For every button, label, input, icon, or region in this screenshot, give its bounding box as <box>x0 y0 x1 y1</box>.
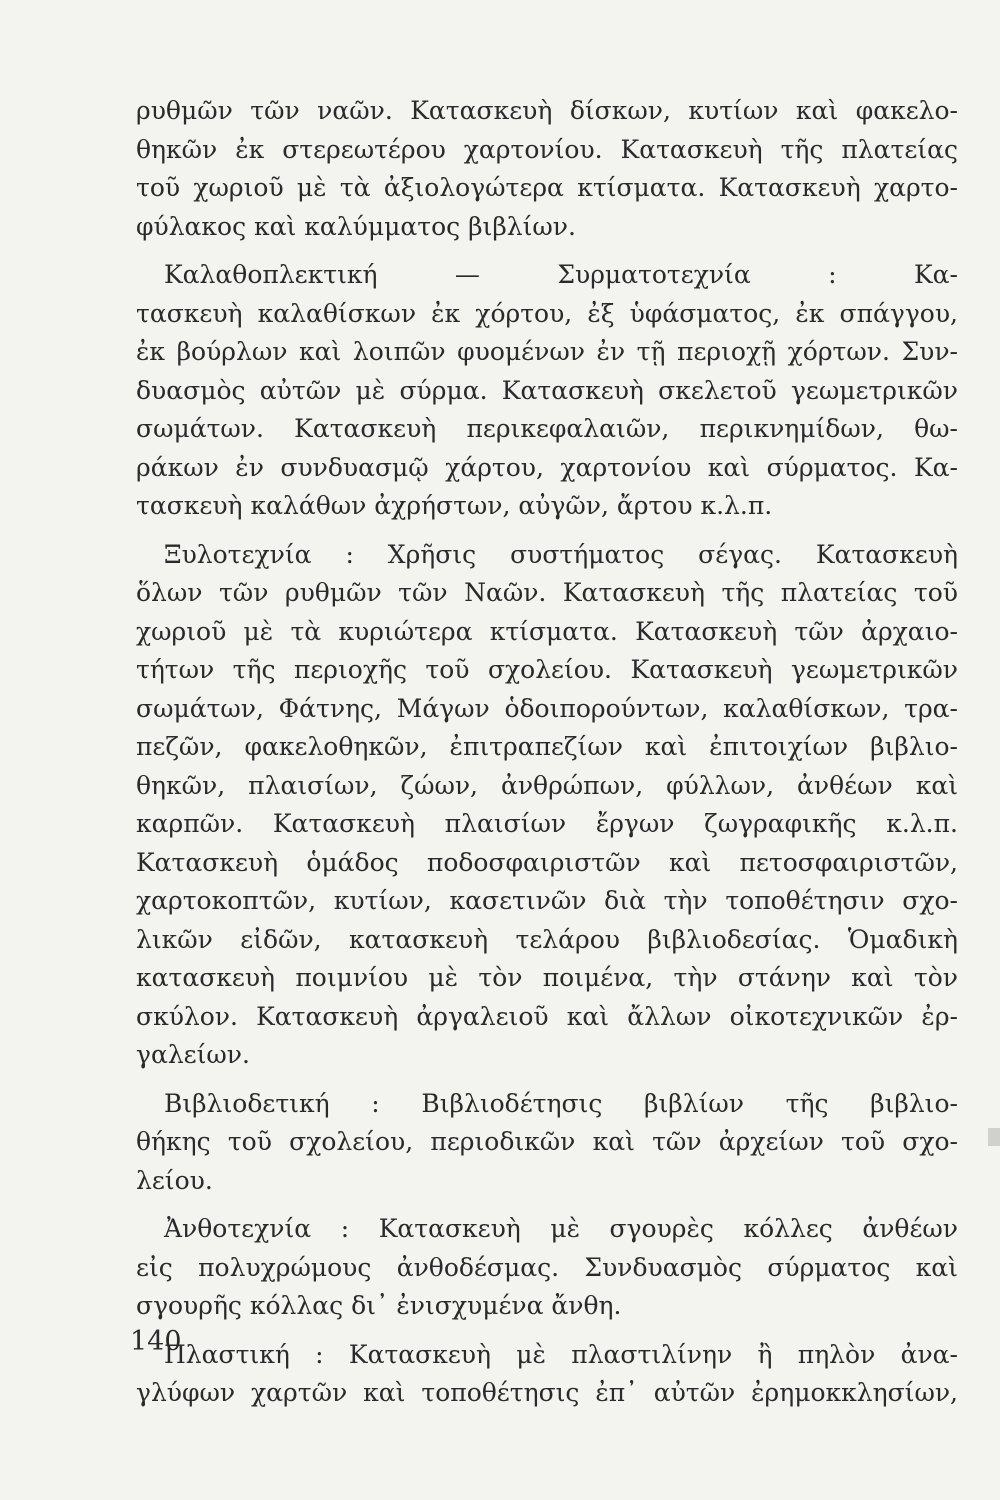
text-line: ὅλων τῶν ρυθμῶν τῶν Ναῶν. Κατασκευὴ τῆς πλατείας τοῦ <box>136 578 958 607</box>
text-line: σωμάτων, Φάτνης, Μάγων ὁδοιπορούντων, καλαθίσκων, τρα- <box>136 693 958 723</box>
text-line: χωριοῦ μὲ τὰ κυριώτερα κτίσματα. Κατασκευὴ τῶν ἀρχαιο- <box>136 616 958 646</box>
text-line: τήτων τῆς περιοχῆς τοῦ σχολείου. Κατασκευὴ γεωμετρικῶν <box>136 655 958 684</box>
text-line: σκύλον. Κατασκευὴ ἀργαλειοῦ καὶ ἄλλων οἰκοτεχνικῶν ἐρ- <box>136 1001 958 1031</box>
text-line: τοῦ χωριοῦ μὲ τὰ ἀξιολογώτερα κτίσματα. Κατασκευὴ χαρτο- <box>136 173 958 202</box>
section-heading-line: Βιβλιοδετική : Βιβλιοδέτησις βιβλίων τῆς βιβλιο- <box>164 1088 958 1118</box>
body-text <box>136 92 958 1413</box>
paragraph-gap <box>136 246 958 256</box>
page-edge-mark <box>988 1128 1000 1146</box>
text-line: θήκης τοῦ σχολείου, περιοδικῶν καὶ τῶν ἀρχείων τοῦ σχο- <box>136 1127 958 1156</box>
text-line: θηκῶν ἐκ στερεωτέρου χαρτονίου. Κατασκευὴ τῆς πλατείας <box>136 134 958 164</box>
text-line: εἰς πολυχρώμους ἀνθοδέσμας. Συνδυασμὸς σύρματος καὶ <box>136 1252 958 1282</box>
paragraph-gap <box>136 526 958 536</box>
text-line: θηκῶν, πλαισίων, ζώων, ἀνθρώπων, φύλλων, ἀνθέων καὶ <box>136 770 958 800</box>
text-line: λείου. <box>136 1165 213 1195</box>
text-line: σγουρῆς κόλλας δι᾽ ἐνισχυμένα ἄνθη. <box>136 1291 622 1320</box>
section-heading-line: Πλαστική : Κατασκευὴ μὲ πλαστιλίνην ἢ πηλὸν ἀνα- <box>164 1339 958 1369</box>
text-line: τασκευὴ καλάθων ἀχρήστων, αὐγῶν, ἄρτου κ.λ.π. <box>136 491 773 520</box>
text-line: Κατασκευὴ ὁμάδος ποδοσφαιριστῶν καὶ πετοσφαιριστῶν, <box>136 847 958 877</box>
text-line: γλύφων χαρτῶν καὶ τοποθέτησις ἐπ᾽ αὐτῶν ἐρημοκκλησίων, <box>136 1378 958 1407</box>
text-line: τασκευὴ καλαθίσκων ἐκ χόρτου, ἐξ ὑφάσματος, ἐκ σπάγγου, <box>136 298 958 328</box>
paragraph-gap <box>136 1326 958 1336</box>
section-heading-line: Ἀνθοτεχνία : Κατασκευὴ μὲ σγουρὲς κόλλες ἀνθέων <box>164 1214 958 1243</box>
text-line: γαλείων. <box>136 1040 250 1069</box>
text-line: ρυθμῶν τῶν ναῶν. Κατασκευὴ δίσκων, κυτίων καὶ φακελο- <box>136 96 958 125</box>
text-line: λικῶν εἰδῶν, κατασκευὴ τελάρου βιβλιοδεσίας. Ὁμαδικὴ <box>136 924 958 954</box>
text-line: καρπῶν. Κατασκευὴ πλαισίων ἔργων ζωγραφικῆς κ.λ.π. <box>136 809 958 838</box>
section-heading-line: Ξυλοτεχνία : Χρῆσις συστήματος σέγας. Κατασκευὴ <box>164 539 958 569</box>
section-heading-line: Καλαθοπλεκτική — Συρματοτεχνία : Κα- <box>164 260 958 289</box>
text-line: χαρτοκοπτῶν, κυτίων, κασετινῶν διὰ τὴν τοποθέτησιν σχο- <box>136 886 958 915</box>
text-line: πεζῶν, φακελοθηκῶν, ἐπιτραπεζίων καὶ ἐπιτοιχίων βιβλιο- <box>136 732 958 761</box>
page-number: 140 <box>130 1326 182 1357</box>
text-line: σωμάτων. Κατασκευὴ περικεφαλαιῶν, περικνημίδων, θω- <box>136 414 958 443</box>
text-line: ράκων ἐν συνδυασμῷ χάρτου, χαρτονίου καὶ σύρματος. Κα- <box>136 452 958 482</box>
paragraph-gap <box>136 1075 958 1085</box>
text-line: δυασμὸς αὐτῶν μὲ σύρμα. Κατασκευὴ σκελετοῦ γεωμετρικῶν <box>136 375 958 405</box>
text-line: ἐκ βούρλων καὶ λοιπῶν φυομένων ἐν τῇ περιοχῇ χόρτων. Συν- <box>136 337 958 366</box>
text-line: κατασκευὴ ποιμνίου μὲ τὸν ποιμένα, τὴν στάνην καὶ τὸν <box>136 963 958 992</box>
paragraph-gap <box>136 1200 958 1210</box>
text-line: φύλακος καὶ καλύμματος βιβλίων. <box>136 211 576 241</box>
